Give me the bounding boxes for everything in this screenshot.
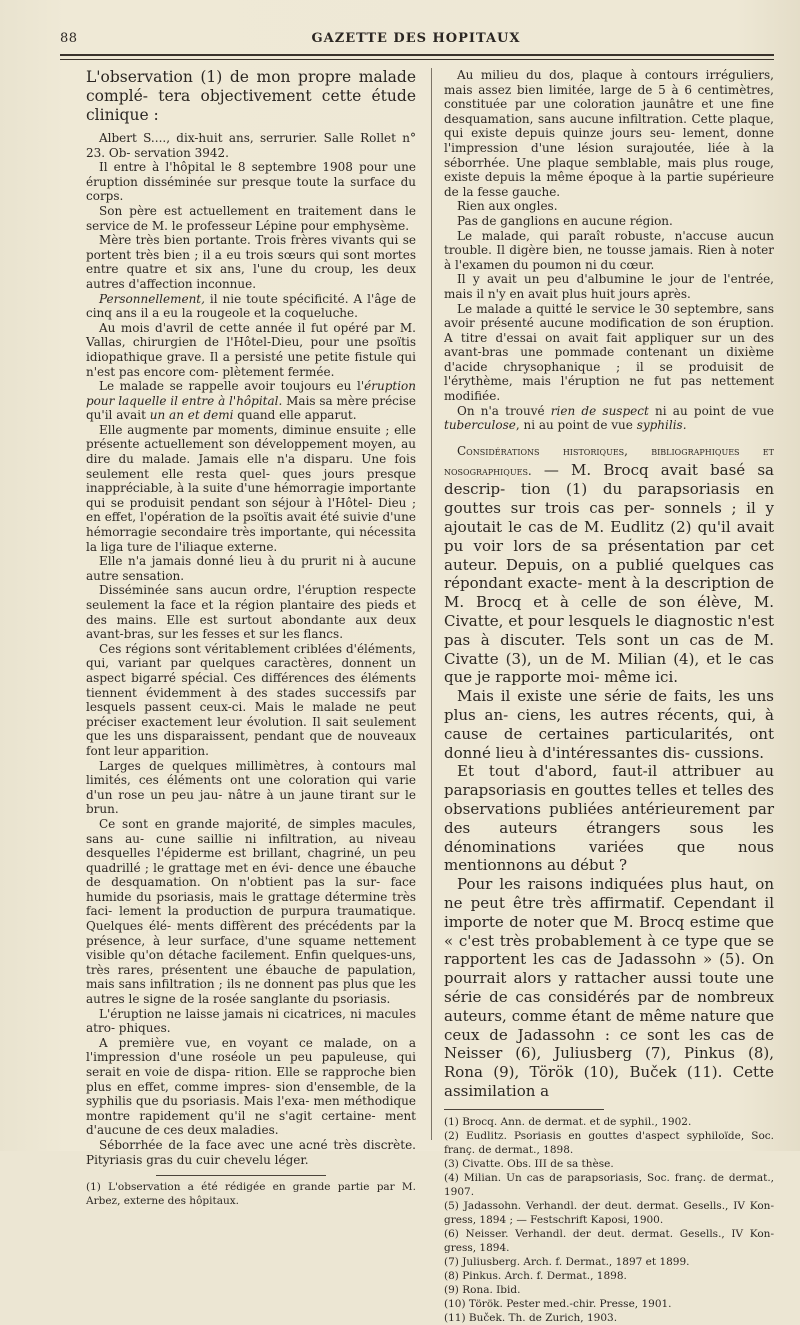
paragraph: Et tout d'abord, faut-il attribuer au parapsoriasis en gouttes telles et telles des observations publiées antérieurement par des auteurs étrangers sous les dénominations variées que nous mentionnons au début ? <box>444 762 774 875</box>
paragraph: Elle augmente par moments, diminue ensuite ; elle présente actuellement son développement moyen, au dire du malade. Jamais elle n'a disparu. Une fois seulement elle resta quel- ques jours presque inappréciable, à la suite d'une hémorragie importante qui se produisit pendant son séjour à l'Hôtel- Dieu ; en effet, l'opération de la psoïtis avait été suivie d'une hémorragie secondaire très importante, qui nécessita la liga ture de l'iliaque externe. <box>86 422 416 554</box>
paragraph: Elle n'a jamais donné lieu à du prurit ni à aucune autre sensation. <box>86 554 416 583</box>
paragraph <box>86 379 416 423</box>
paragraph: Il entre à l'hôpital le 8 septembre 1908 pour une éruption disséminée sur presque toute la surface du corps. <box>86 160 416 204</box>
paragraph: Le malade, qui paraît robuste, n'accuse aucun trouble. Il digère bien, ne tousse jamais. Rien à noter à l'examen du poumon ni du cœur. <box>444 228 774 272</box>
footnote-rule <box>444 1109 604 1110</box>
reference-item: (8) Pinkus. Arch. f. Dermat., 1898. <box>444 1269 627 1282</box>
header-rule <box>60 54 774 56</box>
paragraph: Rien aux ongles. <box>457 199 558 214</box>
text: — M. Brocq avait basé sa descrip- tion (1) du parapsoriasis en gouttes sur trois cas per- sonnels ; il y ajoutait le cas de M. Eudlitz (2) qu'il avait pu voir lors de sa présentation par cet auteur. Depuis, on a publié quelques cas répondant exacte- ment à la description de M. Brocq et à celle de son élève, M. Civatte, et pour lesquels le diagnostic n'est pas à discuter. Tels sont un cas de M. Civatte (3), un de M. Milian (4), et le cas que je rapporte moi- même ici. <box>444 460 774 687</box>
paragraph: Ces régions sont véritablement criblées d'éléments, qui, variant par quelques caractères, donnent un aspect bigarré spécial. Ces différences des éléments tiennent évidemment à des stades successifs par lesquels passent ceux-ci. Mais le malade ne peut préciser exactement leur évolution. Il sait seulement que les uns disparaissent, pendant que de nouveaux font leur apparition. <box>86 641 416 758</box>
reference-item: (1) Brocq. Ann. de dermat. et de syphil., 1902. <box>444 1115 692 1128</box>
paragraph: Mais il existe une série de faits, les uns plus an- ciens, les autres récents, qui, à cause de certaines particularités, ont donné lieu à d'intéressantes dis- cussions. <box>444 687 774 762</box>
paragraph: Séborrhée de la face avec une acné très discrète. Pityriasis gras du cuir chevelu léger. <box>86 1137 416 1167</box>
text: Mais sa mère précise qu'il avait <box>86 393 416 423</box>
text: On n'a trouvé <box>457 403 551 418</box>
paragraph: Mère très bien portante. Trois frères vivants qui se portent très bien ; il a eu trois sœurs qui sont mortes entre quatre et six ans, l'une du croup, les deux autres d'affection inconnue. <box>86 233 416 291</box>
italic-text: rien de suspect <box>550 403 649 418</box>
footnote-rule <box>156 1175 326 1176</box>
paragraph: Larges de quelques millimètres, à contours mal limités, ces éléments ont une coloration qui varie d'un rose un peu jau- nâtre à un jaune tirant sur le brun. <box>86 758 416 817</box>
paragraph: L'éruption ne laisse jamais ni cicatrices, ni macules atro- phiques. <box>86 1006 416 1036</box>
paragraph: Le malade a quitté le service le 30 septembre, sans avoir présenté aucune modification de son éruption. A titre d'essai on avait fait appliquer sur un des avant-bras une pommade contenant un dixième d'acide chrysophanique ; il se produisit de l'érythème, mais l'éruption ne fut pas nettement modifiée. <box>444 301 774 404</box>
intro-paragraph: L'observation (1) de mon propre malade complé- tera objectivement cette étude clinique : <box>86 68 416 124</box>
left-column <box>86 68 416 1208</box>
reference-item: (4) Milian. Un cas de parapsoriasis, Soc. franç. de dermat., 1907. <box>444 1171 774 1198</box>
italic-text: tuberculose <box>444 418 516 433</box>
paragraph: Il y avait un peu d'albumine le jour de l'entrée, mais il n'y en avait plus huit jours après. <box>444 272 774 301</box>
reference-item: (9) Rona. Ibid. <box>444 1283 521 1296</box>
column-divider <box>431 68 432 1140</box>
text: il nie toute spécificité. A l'âge de cinq ans il a eu la rougeole et la coqueluche. <box>86 291 416 321</box>
italic-text: Personnellement, <box>99 291 205 306</box>
section-heading: Considérations historiques, bibliographiques et nosographiques. <box>444 443 774 478</box>
text: Le malade se rappelle avoir toujours eu l' <box>99 379 365 394</box>
paragraph <box>444 404 774 433</box>
paragraph <box>86 292 416 321</box>
references-list <box>444 1115 774 1325</box>
page-header <box>60 31 772 51</box>
reference-item: (5) Jadassohn. Verhandl. der deut. dermat. Gesells., IV Kon- gress, 1894 ; — Festschrift Kaposi, 1900. <box>444 1199 774 1226</box>
paragraph: Son père est actuellement en traitement dans le service de M. le professeur Lépine pour emphysème. <box>86 203 416 233</box>
text: quand elle apparut. <box>233 408 357 423</box>
reference-item: (6) Neisser. Verhandl. der deut. dermat. Gesells., IV Kon- gress, 1894. <box>444 1227 774 1254</box>
reference-item: (7) Juliusberg. Arch. f. Dermat., 1897 et 1899. <box>444 1255 690 1268</box>
paragraph: Albert S...., dix-huit ans, serrurier. Salle Rollet n° 23. Ob- servation 3942. <box>86 131 416 160</box>
footnote: (1) L'observation a été rédigée en grande partie par M. Arbez, externe des hôpitaux. <box>86 1181 416 1207</box>
text: , ni au point de vue <box>515 418 637 433</box>
reference-item: (10) Török. Pester med.-chir. Presse, 1901. <box>444 1297 672 1310</box>
italic-text: un an et demi <box>149 408 234 423</box>
header-rule-thin <box>60 59 774 60</box>
section-paragraph <box>444 441 774 687</box>
reference-item: (11) Buček. Th. de Zurich, 1903. <box>444 1311 618 1324</box>
page-number: 88 <box>60 31 78 46</box>
running-title: GAZETTE DES HOPITAUX <box>311 31 521 46</box>
paragraph: Pas de ganglions en aucune région. <box>457 213 673 228</box>
reference-item: (3) Civatte. Obs. III de sa thèse. <box>444 1157 614 1170</box>
paragraph: Disséminée sans aucun ordre, l'éruption respecte seulement la face et la région plantaire des pieds et des mains. Elle est surtout abondante aux deux avant-bras, sur les fesses et sur les flancs. <box>86 583 416 642</box>
paragraph: Ce sont en grande majorité, de simples macules, sans au- cune saillie ni infiltration, au niveau desquelles l'épiderme est brillant, chagriné, un peu quadrillé ; le grattage met en évi- dence une ébauche de desquamation. On n'obtient pas la sur- face humide du psoriasis, mais le grattage détermine très faci- lement la production de purpura traumatique. Quelques élé- ments diffèrent des précédents par la présence, à leur surface, d'une squame nettement visible qu'on détache facilement. Enfin quelques-uns, très rares, présentent une ébauche de papulation, mais sans infiltration ; ils ne donnent pas plus que les autres le signe de la rosée sanglante du psoriasis. <box>86 816 416 1007</box>
paragraph: Pour les raisons indiquées plus haut, on ne peut être très affirmatif. Cependant il importe de noter que M. Brocq estime que « c'est très probablement à ce type que se rapportent les cas de Jadassohn » (5). On pourrait alors y rattacher aussi toute une série de cas considérés par de nombreux auteurs, comme étant de même nature que ceux de Jadassohn : ce sont les cas de Neisser (6), Juliusberg (7), Pinkus (8), Rona (9), Török (10), Buček (11). Cette assimilation a <box>444 875 774 1100</box>
paragraph: Au milieu du dos, plaque à contours irréguliers, mais assez bien limitée, large de 5 à 6 centimètres, constituée par une coloration jaunâtre et une fine desquamation, sans aucune infiltration. Cette plaque, qui existe depuis quinze jours seu- lement, donne l'impression d'une lésion surajoutée, liée à la séborrhée. Une plaque semblable, mais plus rouge, existe depuis la même époque à la partie supérieure de la fesse gauche. <box>444 68 774 199</box>
reference-item: (2) Eudlitz. Psoriasis en gouttes d'aspect syphiloïde, Soc. franç. de dermat., 1898. <box>444 1129 774 1156</box>
right-column <box>444 68 774 1325</box>
italic-text: syphilis. <box>636 418 687 433</box>
paragraph: A première vue, en voyant ce malade, on a l'impression d'une roséole un peu papuleuse, qui serait en voie de dispa- rition. Elle se rapproche bien plus en effet, comme impres- sion d'ensemble, de la syphilis que du psoriasis. Mais l'exa- men méthodique montre rapidement qu'il ne s'agit certaine- ment d'aucune de ces deux maladies. <box>86 1035 416 1138</box>
italic-text: éruption pour laquelle il entre à l'hôpital. <box>86 379 416 408</box>
text: ni au point de vue <box>648 403 775 418</box>
paragraph: Au mois d'avril de cette année il fut opéré par M. Vallas, chirurgien de l'Hôtel-Dieu, pour une psoïtis idiopathique grave. Il a persisté une petite fistule qui n'est pas encore com- plètement fermée. <box>86 320 416 379</box>
